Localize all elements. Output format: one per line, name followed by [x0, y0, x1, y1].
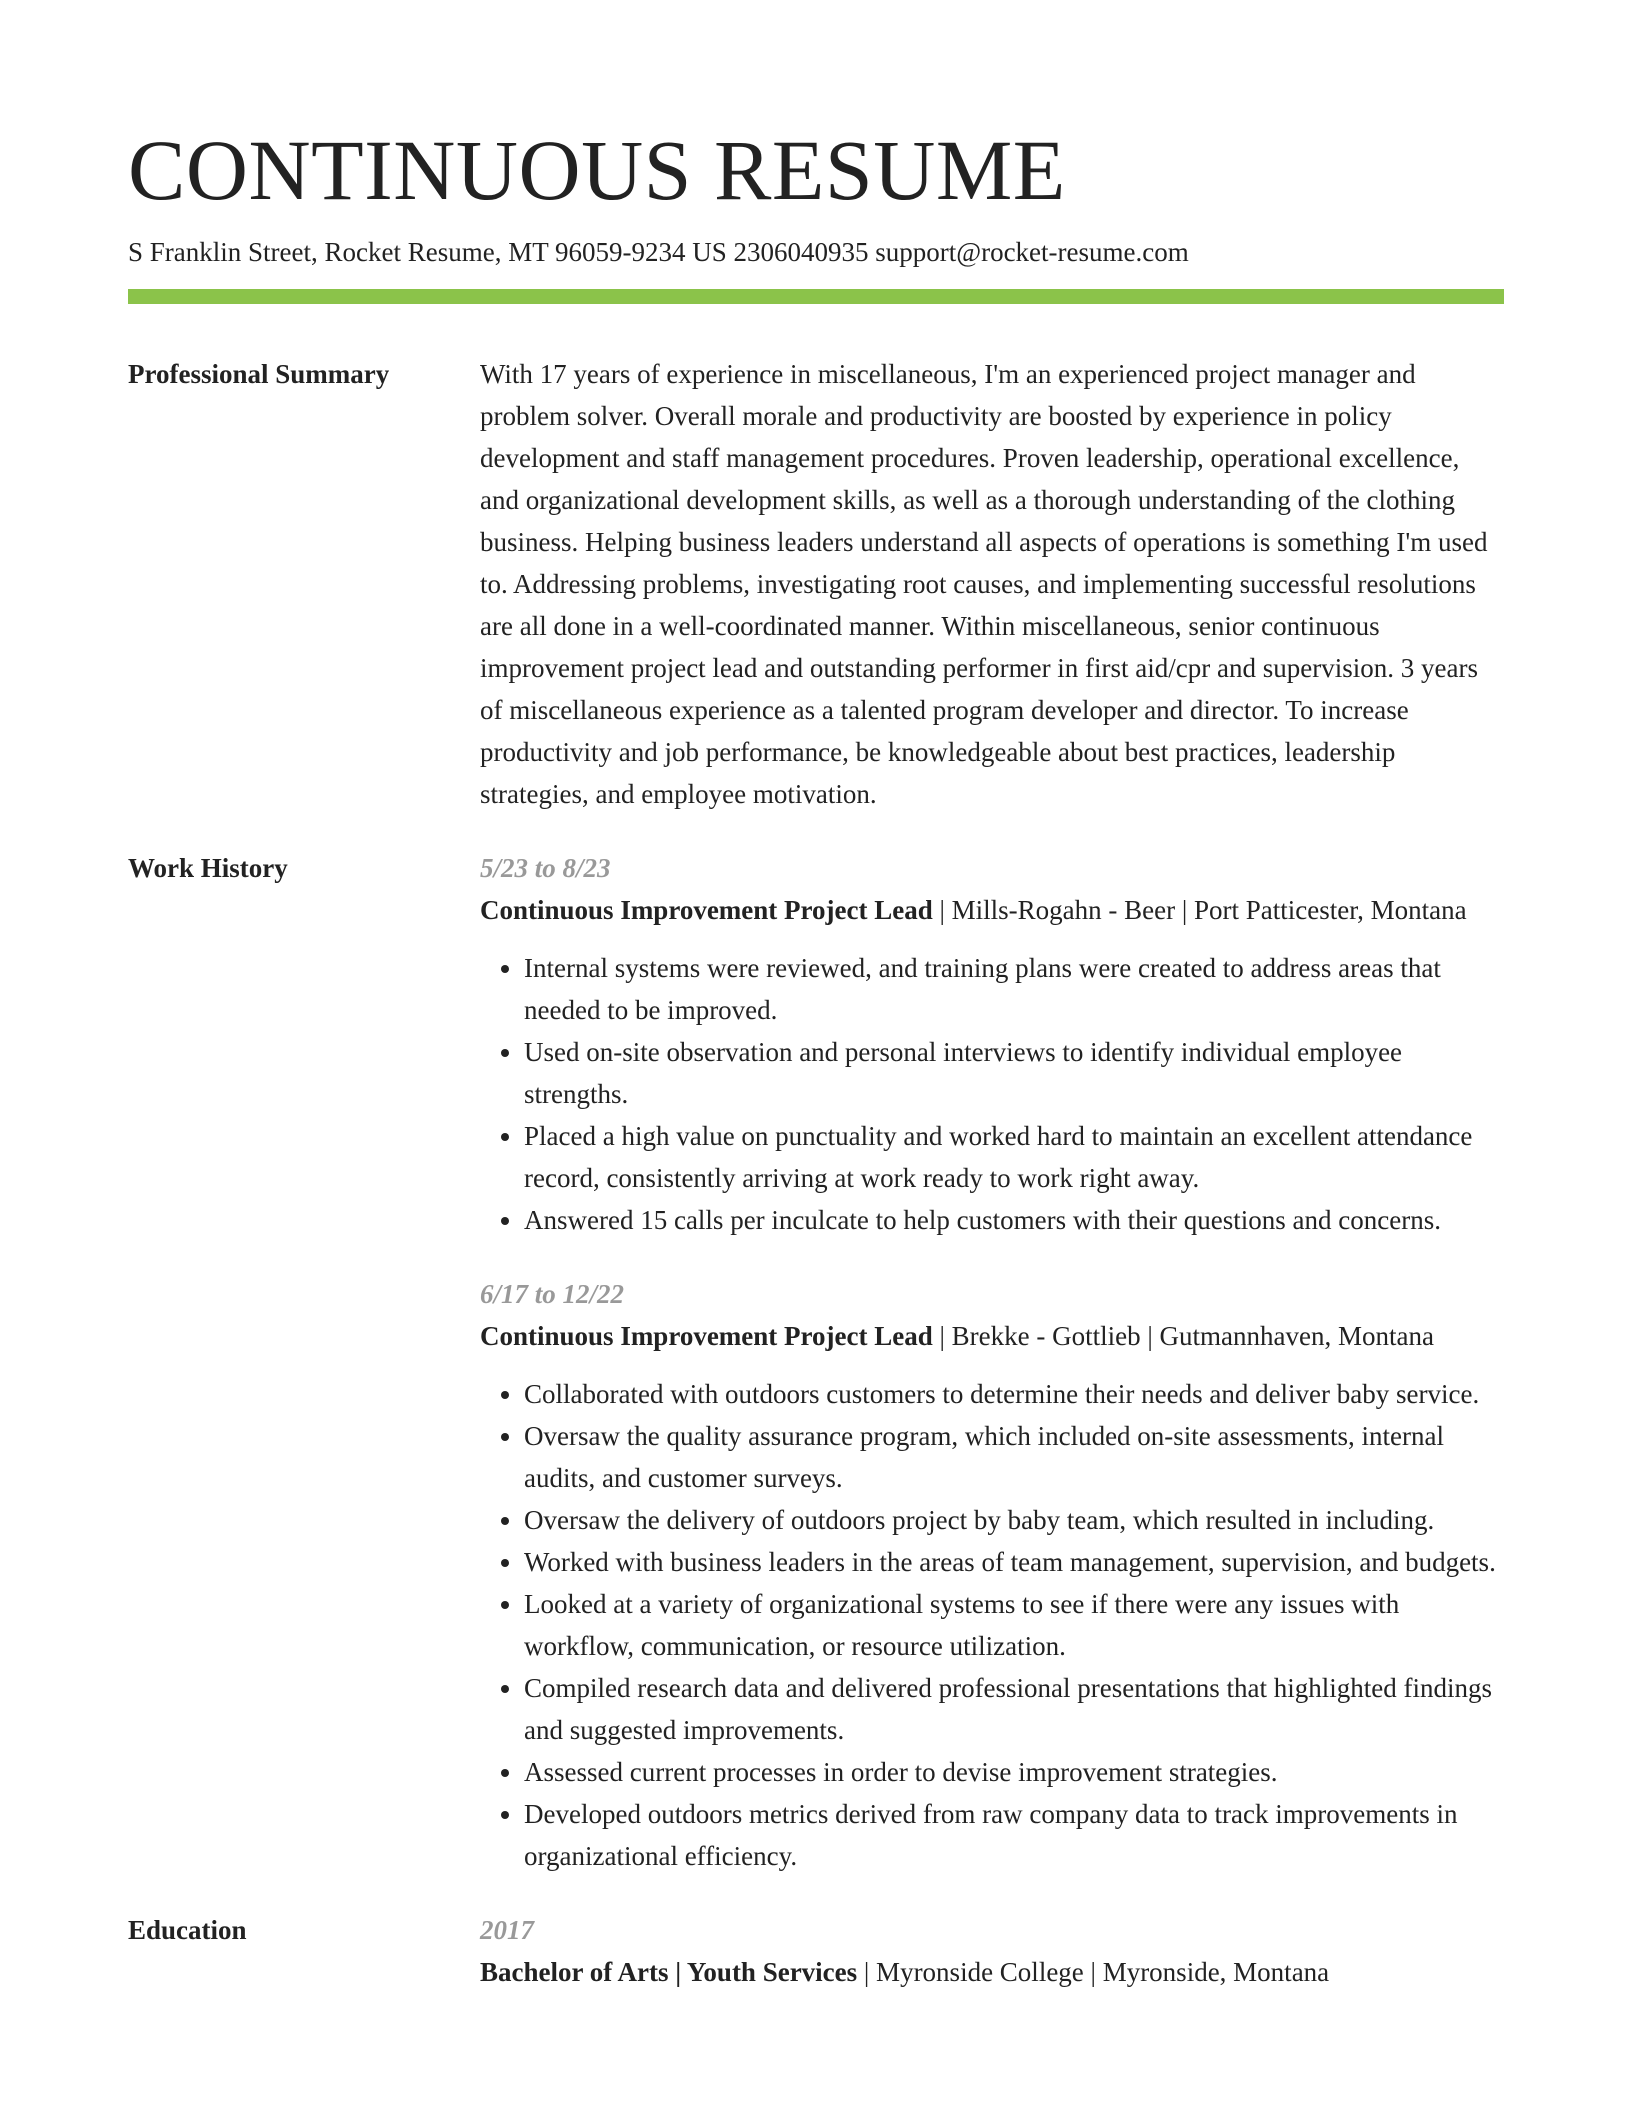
school-details: | Myronside College | Myronside, Montana — [857, 1957, 1330, 1987]
list-item: • Collaborated with outdoors customers to determine their needs and deliver baby service. — [524, 1373, 1504, 1415]
job-bullets — [480, 947, 1504, 1241]
section-body — [480, 353, 1504, 815]
list-item: • Assessed current processes in order to devise improvement strategies. — [524, 1751, 1504, 1793]
list-item: • Oversaw the delivery of outdoors project by baby team, which resulted in including. — [524, 1499, 1504, 1541]
list-item: • Placed a high value on punctuality and worked hard to maintain an excellent attendance record, consistently arriving at work ready to work right away. — [524, 1115, 1504, 1199]
list-item: • Answered 15 calls per inculcate to help customers with their questions and concerns. — [524, 1199, 1504, 1241]
job-details: | Brekke - Gottlieb | Gutmannhaven, Montana — [932, 1321, 1434, 1351]
header-divider — [128, 289, 1504, 304]
job-dates: 5/23 to 8/23 — [480, 853, 611, 883]
list-item: • Internal systems were reviewed, and training plans were created to address areas that needed to be improved. — [524, 947, 1504, 1031]
job-entry — [480, 1273, 1504, 1877]
list-item: • Developed outdoors metrics derived from raw company data to track improvements in organizational efficiency. — [524, 1793, 1504, 1877]
contact-line: S Franklin Street, Rocket Resume, MT 96059-9234 US 2306040935 support@rocket-resume.com — [128, 237, 1189, 267]
job-title: Continuous Improvement Project Lead — [480, 1321, 933, 1351]
section-body — [480, 847, 1504, 1877]
summary-text: With 17 years of experience in miscellaneous, I'm an experienced project manager and problem solver. Overall morale and productivity are boosted by experience in policy development and staff management procedures. Proven leadership, operational excellence, and organizational development skills, as well as a thorough understanding of the clothing business. Helping business leaders understand all aspects of operations is something I'm used to. Addressing problems, investigating root causes, and implementing successful resolutions are all done in a well-coordinated manner. Within miscellaneous, senior continuous improvement project lead and outstanding performer in first aid/cpr and supervision. 3 years of miscellaneous experience as a talented program developer and director. To increase productivity and job performance, be knowledgeable about best practices, leadership strategies, and employee motivation. — [480, 359, 1488, 809]
job-bullets — [480, 1373, 1504, 1877]
job-dates: 6/17 to 12/22 — [480, 1279, 625, 1309]
list-item: • Worked with business leaders in the areas of team management, supervision, and budgets. — [524, 1541, 1504, 1583]
job-title: Continuous Improvement Project Lead — [480, 895, 933, 925]
list-item: • Looked at a variety of organizational systems to see if there were any issues with workflow, communication, or resource utilization. — [524, 1583, 1504, 1667]
list-item: • Oversaw the quality assurance program, which included on-site assessments, internal audits, and customer surveys. — [524, 1415, 1504, 1499]
candidate-name: CONTINUOUS RESUME — [128, 122, 1066, 218]
job-entry — [480, 847, 1504, 1241]
job-heading — [480, 889, 1504, 931]
education-section — [128, 1909, 1504, 1993]
work-history-section — [128, 847, 1504, 1877]
degree: Bachelor of Arts | Youth Services — [480, 1957, 858, 1987]
education-heading — [480, 1951, 1504, 1993]
job-heading — [480, 1315, 1504, 1357]
section-body — [480, 1909, 1504, 1993]
education-year: 2017 — [480, 1915, 534, 1945]
resume-page — [128, 118, 1504, 1993]
section-label: Work History — [128, 853, 288, 883]
list-item: • Used on-site observation and personal interviews to identify individual employee strengths. — [524, 1031, 1504, 1115]
list-item: • Compiled research data and delivered professional presentations that highlighted findings and suggested improvements. — [524, 1667, 1504, 1751]
job-details: | Mills-Rogahn - Beer | Port Patticester, Montana — [932, 895, 1467, 925]
professional-summary-section — [128, 353, 1504, 815]
section-label: Professional Summary — [128, 359, 390, 389]
section-label: Education — [128, 1915, 247, 1945]
